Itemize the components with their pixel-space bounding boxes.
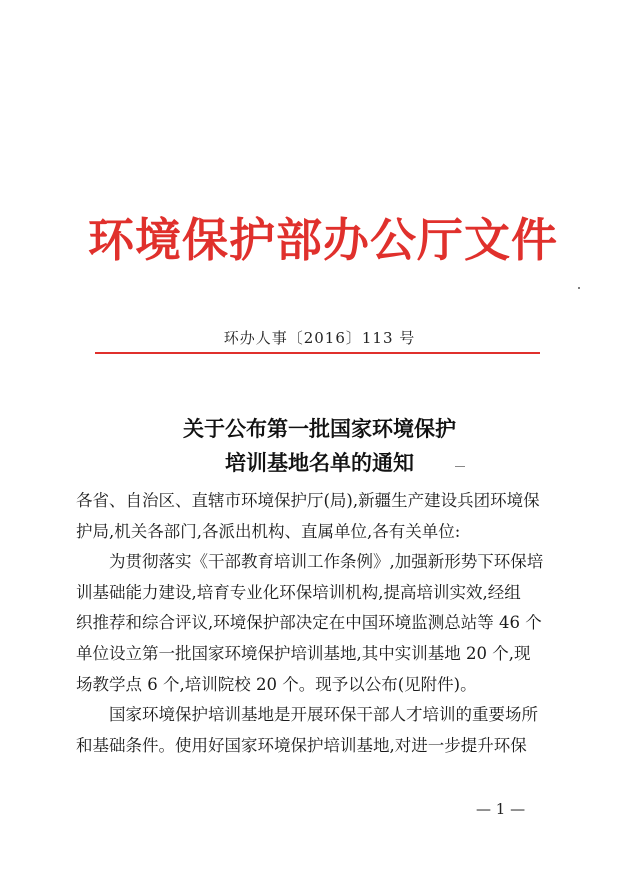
page-number: — 1 —: [476, 800, 526, 818]
document-number: 环办人事〔2016〕113 号: [223, 329, 416, 347]
scan-speck: [578, 287, 580, 289]
body-line: 和基础条件。使用好国家环境保护培训基地,对进一步提升环保: [76, 735, 527, 755]
body-line: 护局,机关各部门,各派出机构、直属单位,各有关单位:: [76, 521, 461, 541]
body-line: 为贯彻落实《干部教育培训工作条例》,加强新形势下环保培: [109, 552, 544, 572]
issuing-authority-header: 环境保护部办公厅文件: [88, 213, 558, 267]
body-line: 训基础能力建设,培育专业化环保培训机构,提高培训实效,经组: [76, 582, 521, 602]
body-line: 织推荐和综合评议,环境保护部决定在中国环境监测总站等 46 个: [76, 613, 542, 633]
body-line: 场教学点 6 个,培训院校 20 个。现予以公布(见附件)。: [76, 674, 477, 694]
notice-body: [76, 486, 568, 761]
body-line: 各省、自治区、直辖市环境保护厅(局),新疆生产建设兵团环境保: [76, 491, 540, 510]
scan-speck: [455, 466, 465, 467]
notice-title-line-1: 关于公布第一批国家环境保护: [183, 416, 456, 441]
body-line: 国家环境保护培训基地是开展环保干部人才培训的重要场所: [109, 705, 538, 725]
notice-title-line-2: 培训基地名单的通知: [225, 450, 414, 475]
notice-title: [0, 412, 639, 480]
red-divider-line: [95, 352, 540, 354]
body-line: 单位设立第一批国家环境保护培训基地,其中实训基地 20 个,现: [76, 643, 531, 663]
